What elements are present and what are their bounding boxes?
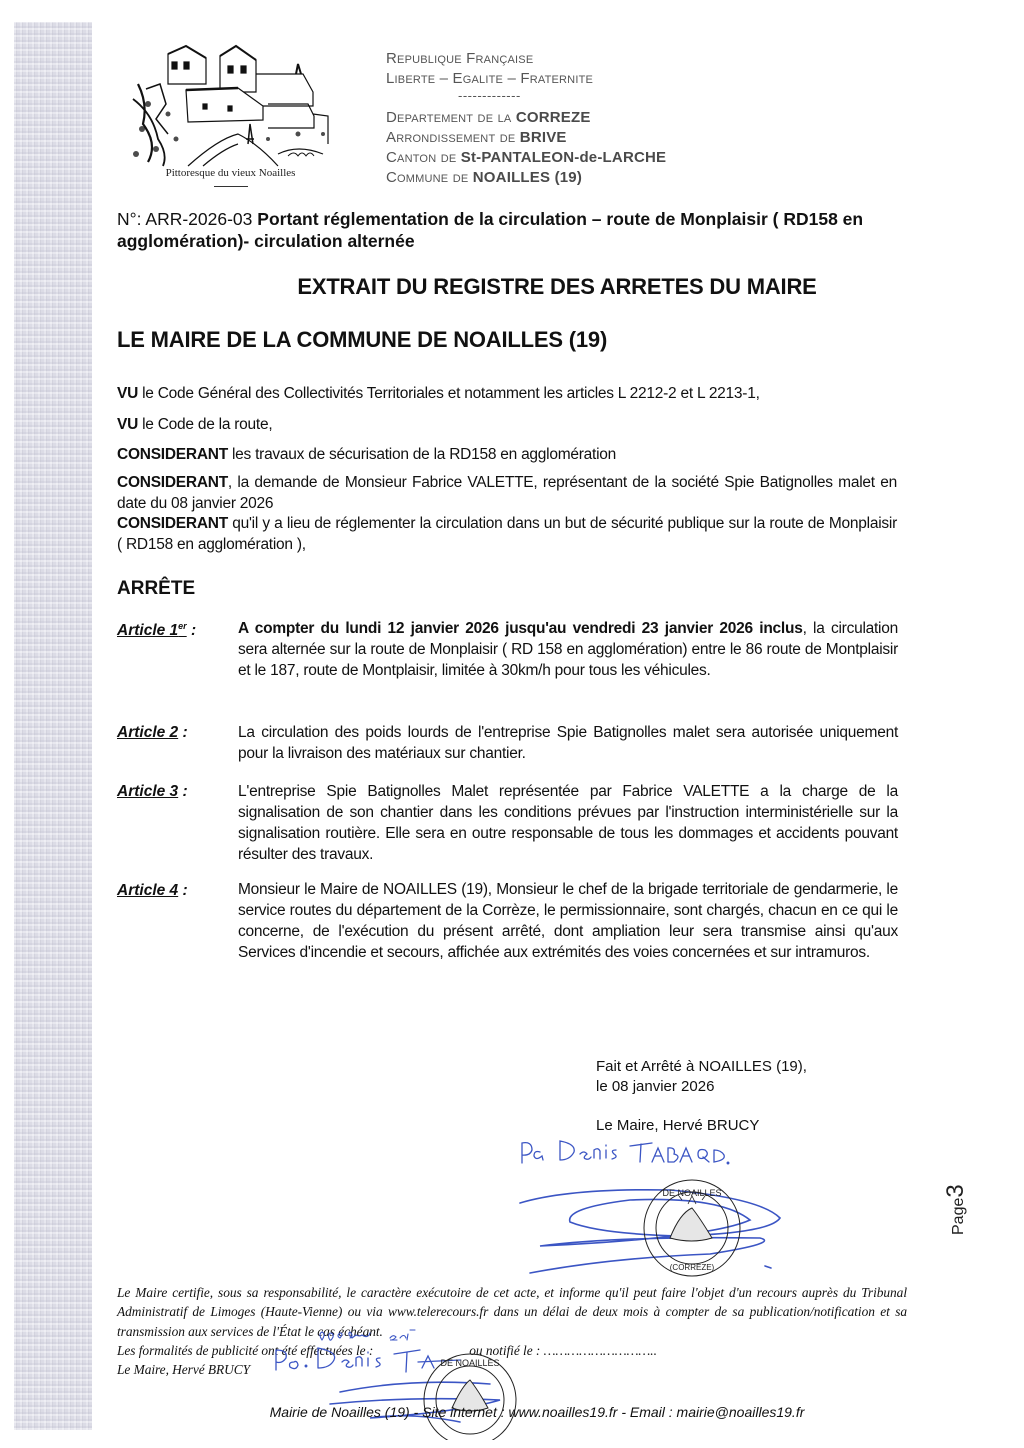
document-title: EXTRAIT DU REGISTRE DES ARRETES DU MAIRE bbox=[297, 274, 817, 299]
page-footer-contact: Mairie de Noailles (19) - Site internet : www.noailles19.fr - Email : mairie@noailles19.fr bbox=[269, 1404, 805, 1420]
signature-place: Fait et Arrêté à NOAILLES (19), bbox=[596, 1058, 807, 1075]
recital-item: CONSIDERANT qu'il y a lieu de réglementer la circulation dans un but de sécurité publique sur la route de Monplaisir ( RD158 en agglomération ), bbox=[117, 515, 897, 553]
header-canton: Canton de St-PANTALEON-de-LARCHE bbox=[386, 149, 667, 166]
article-text: Monsieur le Maire de NOAILLES (19), Monsieur le chef de la brigade territoriale de gendarmerie, le service routes du département de la Corrèze, le permissionnaire, sont chargés, chacun en ce qui le concerne, de l'exécution du présent arrêté, dont ampliation leur sera transmise ainsi qu'aux Services d'incendie et secours, affichée aux extrémités des voies concernées et sur intramuros. bbox=[238, 881, 898, 961]
article-text: La circulation des poids lourds de l'entreprise Spie Batignolles malet sera autorisée uniquement pour la livraison des matériaux sur chantier. bbox=[238, 724, 898, 762]
header-arrondissement: Arrondissement de BRIVE bbox=[386, 129, 567, 146]
scan-margin-strip bbox=[14, 22, 92, 1430]
svg-text:DE NOAILLES: DE NOAILLES bbox=[440, 1358, 500, 1368]
svg-text:DE NOAILLES: DE NOAILLES bbox=[662, 1188, 722, 1198]
article-label: Article 4 : bbox=[117, 882, 188, 899]
authority-title: LE MAIRE DE LA COMMUNE DE NOAILLES (19) bbox=[117, 327, 608, 352]
signature-date: le 08 janvier 2026 bbox=[596, 1078, 715, 1095]
decree-number: N°: ARR-2026-03 bbox=[117, 209, 253, 229]
publicity-line: Les formalités de publicité ont été effectuées le : ou notifié le : ……………………….. bbox=[117, 1342, 657, 1358]
decree-reference bbox=[117, 208, 917, 252]
recital-item: VU le Code Général des Collectivités Territoriales et notamment les articles L 2212-2 et L 2213-1, bbox=[117, 385, 760, 402]
article-label: Article 3 : bbox=[117, 783, 188, 800]
header-separator: ------------- bbox=[458, 88, 521, 103]
republic-motto: Liberte – Egalite – Fraternite bbox=[386, 70, 594, 87]
svg-text:(CORREZE): (CORREZE) bbox=[669, 1263, 715, 1272]
header-commune: Commune de NOAILLES (19) bbox=[386, 169, 583, 186]
decree-heading: ARRÊTE bbox=[117, 578, 196, 599]
legal-certification: Le Maire certifie, sous sa responsabilité, le caractère exécutoire de cet acte, et informe qu'il peut faire l'objet d'un recours auprès du Tribunal Administratif de Limoges (Haute-Vienne) ou via www.telerecours.fr dans un délai de deux mois à compter de sa publication/notification et sa transmission aux services de l'État le cas échéant. bbox=[117, 1285, 907, 1339]
article-text: L'entreprise Spie Batignolles Malet représentée par Fabrice VALETTE a la charge de la signalisation de son chantier dans les conditions prévues par l'instruction interministérielle sur la signalisation routière. Elle sera en outre responsable de tous les dommages et accidents pouvant résulter des travaux. bbox=[238, 783, 898, 863]
logo-underline bbox=[214, 186, 248, 187]
republic-name: Republique Française bbox=[386, 50, 534, 67]
article-label: Article 1er : bbox=[117, 621, 197, 640]
article-label: Article 2 : bbox=[117, 724, 188, 741]
legal-signatory: Le Maire, Hervé BRUCY bbox=[117, 1362, 251, 1378]
header-departement: Departement de la CORREZE bbox=[386, 109, 591, 126]
mayor-signature-and-stamp bbox=[510, 1138, 790, 1288]
recital-item: CONSIDERANT les travaux de sécurisation de la RD158 en agglomération bbox=[117, 446, 617, 463]
town-drawing-logo bbox=[128, 44, 333, 174]
signatory-name: Le Maire, Hervé BRUCY bbox=[596, 1117, 760, 1134]
recital-item: VU le Code de la route, bbox=[117, 416, 273, 433]
page-number: Page3 bbox=[942, 1184, 969, 1235]
decree-subject: Portant réglementation de la circulation – route de Monplaisir ( RD158 en agglomération)- circulation alternée bbox=[117, 209, 864, 251]
logo-caption: Pittoresque du vieux Noailles bbox=[165, 167, 296, 179]
article-text: A compter du lundi 12 janvier 2026 jusqu'au vendredi 23 janvier 2026 inclus, la circulation sera alternée sur la route de Monplaisir ( RD 158 en agglomération) entre le 86 route de Montplaisir et le 187, route de Montplaisir, limitée à 30km/h pour tous les véhicules. bbox=[238, 620, 898, 679]
recital-item: CONSIDERANT, la demande de Monsieur Fabrice VALETTE, représentant de la société Spie Batignolles malet en date du 08 janvier 2026 bbox=[117, 474, 897, 512]
